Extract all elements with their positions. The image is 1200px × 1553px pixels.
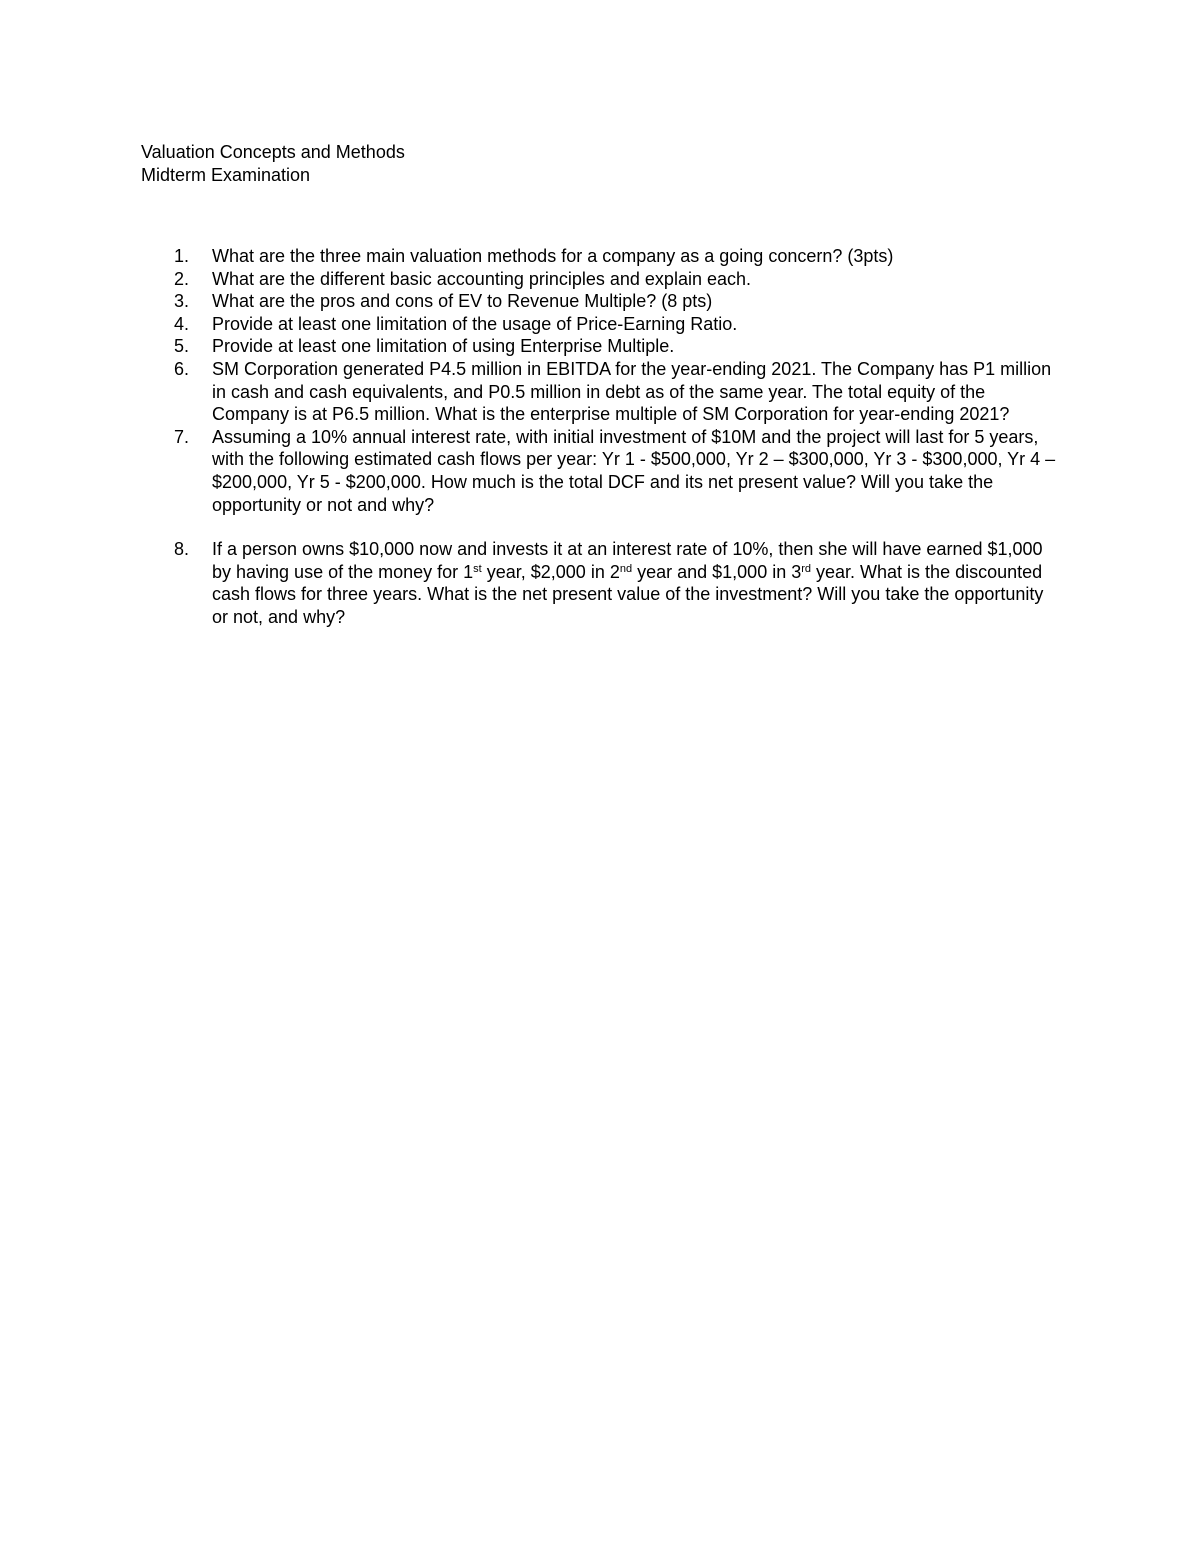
question-item: [141, 290, 1061, 313]
question-text: Provide at least one limitation of using Enterprise Multiple.: [212, 336, 675, 357]
question-text: SM Corporation generated P4.5 million in EBITDA for the year-ending 2021. The Company has P1 million in cash and cash equivalents, and P0.5 million in debt as of the same year. The total equity of the Company is at P6.5 million. What is the enterprise multiple of SM Corporation for year-ending 2021?: [212, 358, 1052, 425]
question-number: 6.: [174, 358, 190, 379]
question-item: [141, 358, 1061, 426]
question-number: 1.: [174, 246, 190, 266]
question-text: [212, 539, 1043, 627]
question-text-part: year, $2,000 in 2: [481, 561, 620, 582]
question-text: Provide at least one limitation of the usage of Price-Earning Ratio.: [212, 313, 738, 334]
question-number: 3.: [174, 291, 190, 312]
question-item: [141, 245, 1061, 268]
question-text: Assuming a 10% annual interest rate, with initial investment of $10M and the project will last for 5 years, with the following estimated cash flows per year: Yr 1 - $500,000, Yr 2 – $300,000, Yr 3 - $300,000, Yr 4 – $200,000, Yr 5 - $200,000. How much is the total DCF and its net present value? Will you take the opportunity or not and why?: [212, 426, 1056, 515]
question-number: 8.: [174, 539, 190, 560]
question-text: What are the pros and cons of EV to Revenue Multiple? (8 pts): [212, 291, 713, 312]
question-item: [141, 268, 1061, 291]
question-number: 2.: [174, 268, 190, 289]
question-number: 5.: [174, 336, 190, 357]
question-number: 4.: [174, 313, 190, 334]
document-subtitle: Midterm Examination: [141, 165, 311, 185]
ordinal-suffix: nd: [619, 562, 633, 575]
question-text: What are the three main valuation methods for a company as a going concern? (3pts): [212, 246, 894, 266]
question-item: [141, 426, 1061, 516]
question-list: [141, 245, 1061, 629]
question-item: [141, 335, 1061, 358]
question-text-part: year. What is the discounted cash flows for three years. What is the net present value of the investment? Will you take the opportunity or not, and why?: [212, 561, 1044, 627]
question-number: 7.: [174, 426, 190, 447]
question-text-part: If a person owns $10,000 now and invests it at an interest rate of 10%, then she will have earned $1,000 by having use of the money for 1: [212, 539, 1043, 582]
question-item: [141, 538, 1061, 628]
question-item: [141, 313, 1061, 336]
ordinal-suffix: st: [473, 562, 482, 575]
question-text-part: year and $1,000 in 3: [632, 561, 802, 582]
document-header: [141, 141, 405, 187]
document-title: Valuation Concepts and Methods: [141, 142, 405, 162]
question-text: What are the different basic accounting principles and explain each.: [212, 268, 751, 289]
ordinal-suffix: rd: [801, 562, 812, 575]
